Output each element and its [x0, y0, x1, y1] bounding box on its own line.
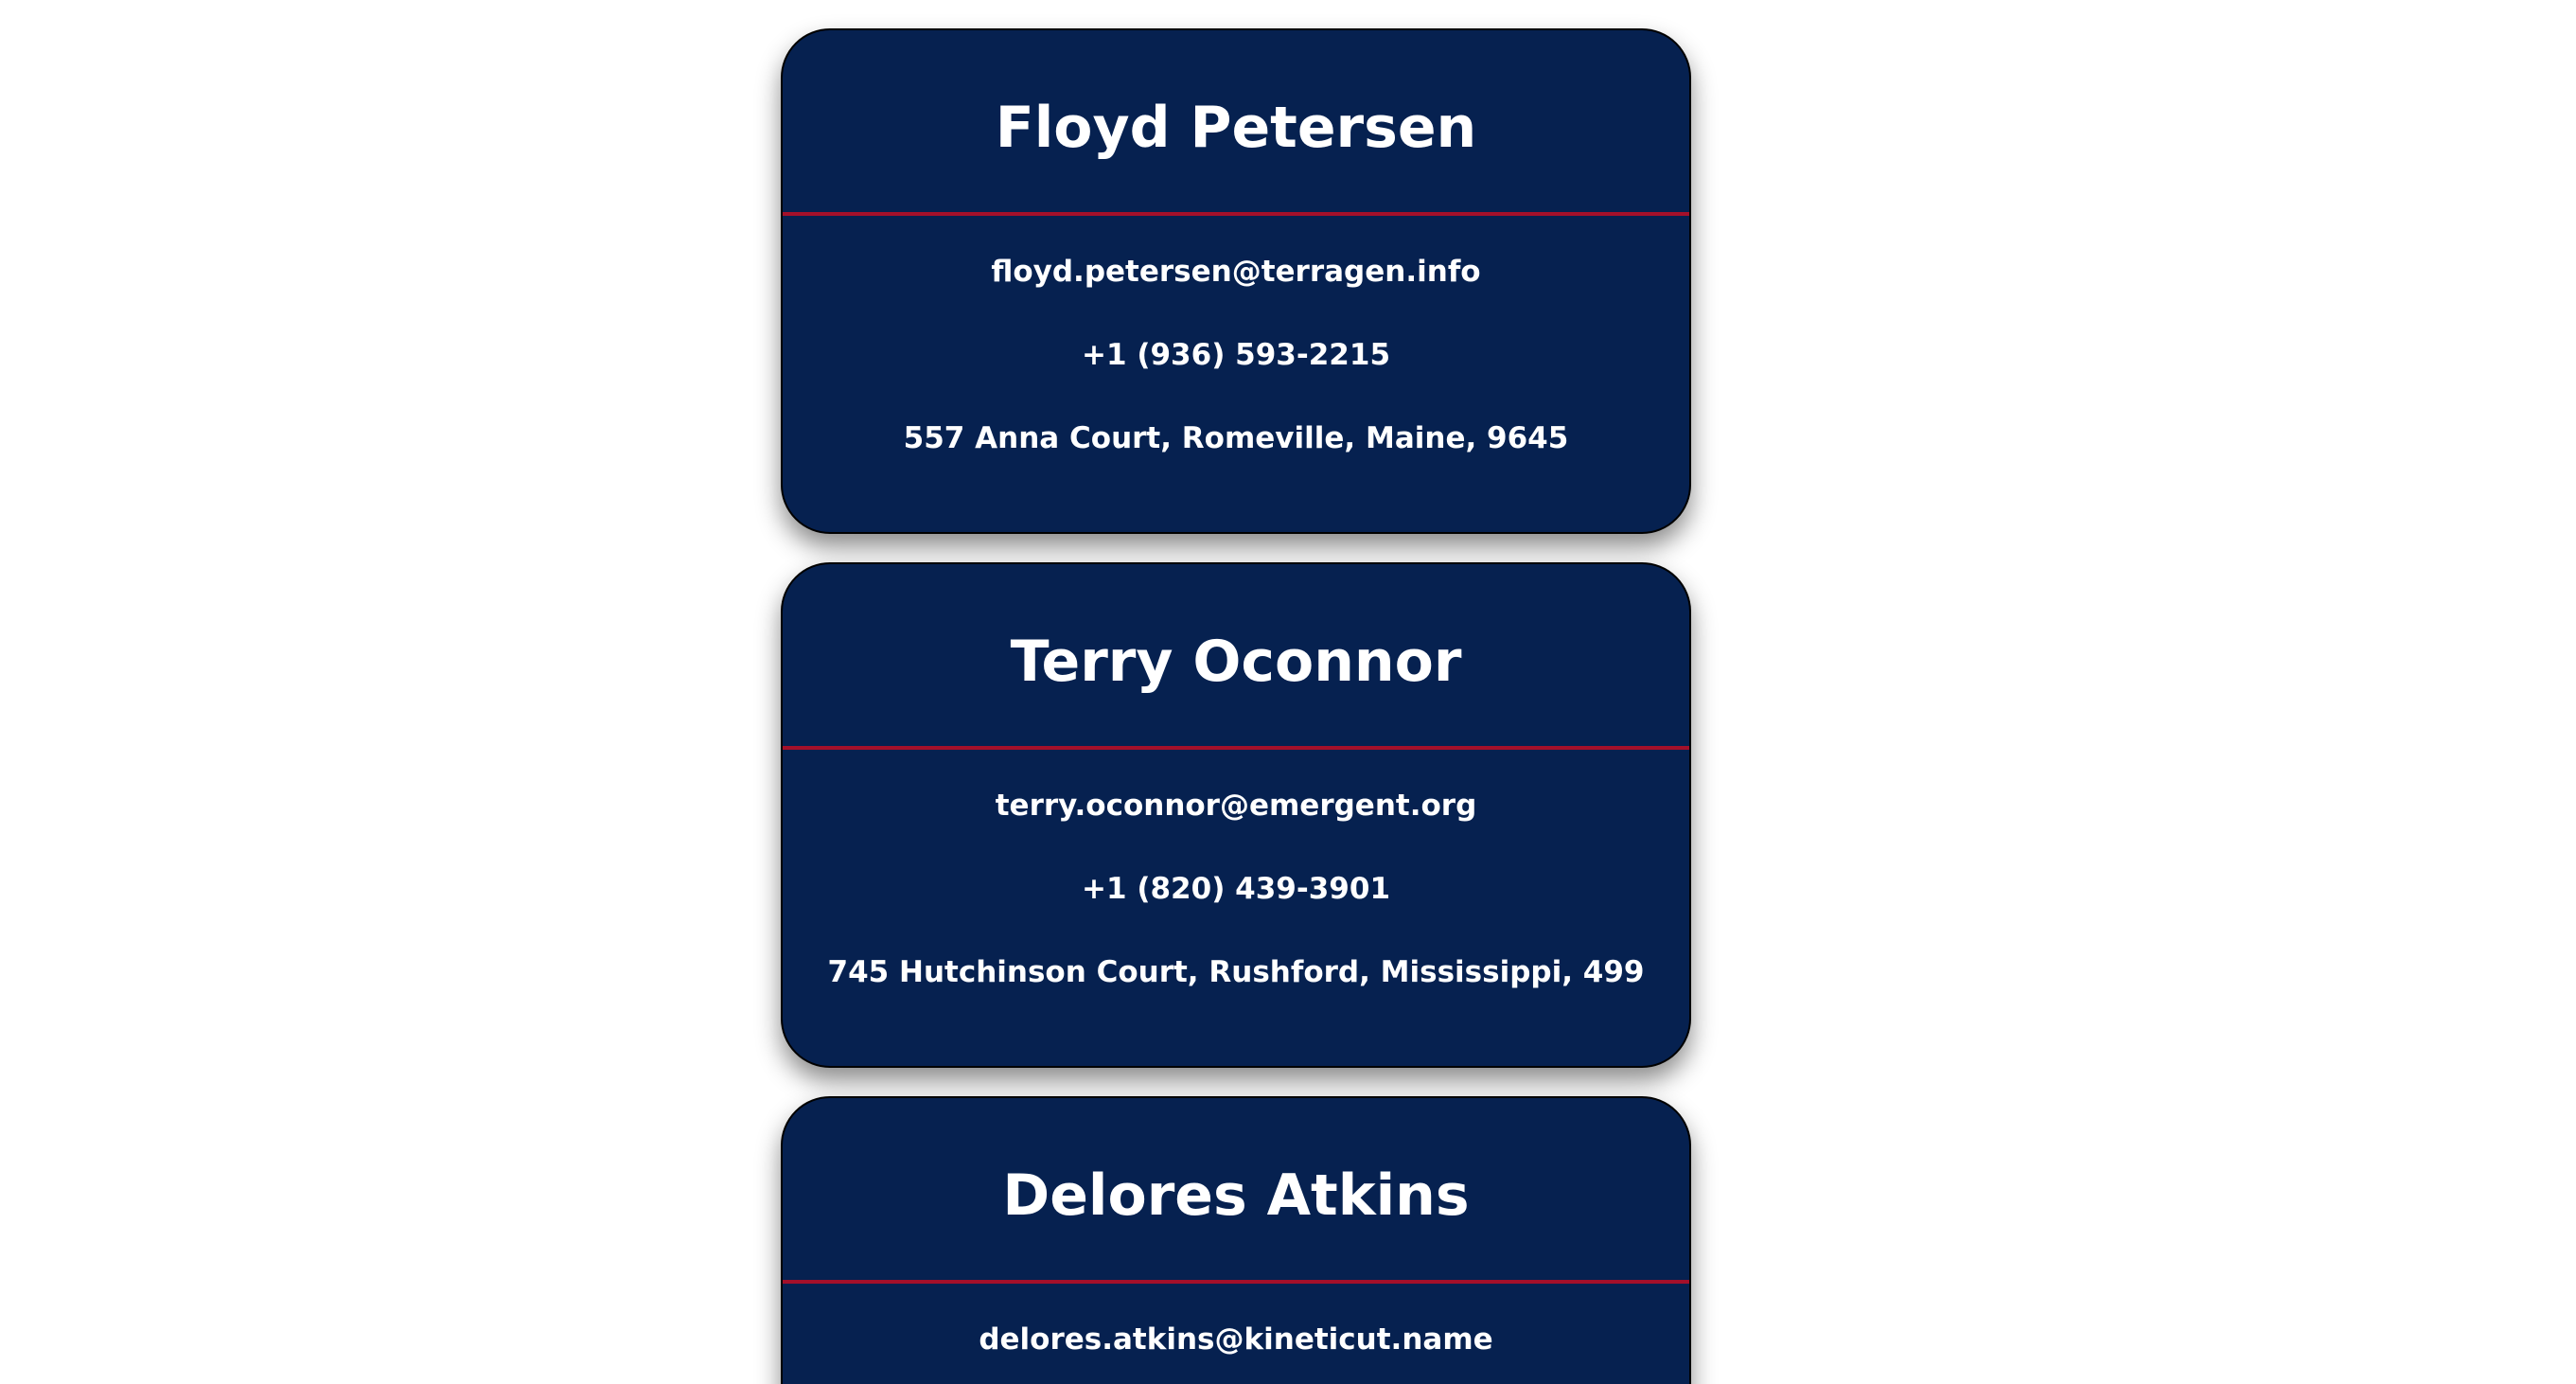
contact-name: Delores Atkins	[1002, 1162, 1470, 1229]
card-body	[783, 750, 1689, 1015]
card-body	[783, 216, 1689, 481]
contact-card	[781, 28, 1691, 534]
card-header	[783, 30, 1689, 216]
contact-card	[781, 1096, 1691, 1384]
contact-card	[781, 562, 1691, 1068]
contact-email: delores.atkins@kineticut.name	[979, 1322, 1493, 1357]
card-header	[783, 1098, 1689, 1284]
contact-phone: +1 (820) 439-3901	[1081, 872, 1391, 906]
contact-email: floyd.petersen@terragen.info	[991, 255, 1481, 289]
contact-address: 745 Hutchinson Court, Rushford, Mississippi, 499	[827, 955, 1645, 989]
card-body	[783, 1284, 1689, 1384]
contact-name: Floyd Petersen	[995, 95, 1477, 161]
contact-address: 557 Anna Court, Romeville, Maine, 9645	[903, 421, 1569, 455]
contact-card-list	[781, 28, 1691, 1384]
card-header	[783, 564, 1689, 750]
contact-email: terry.oconnor@emergent.org	[995, 789, 1477, 823]
contact-name: Terry Oconnor	[1010, 629, 1462, 695]
contact-phone: +1 (936) 593-2215	[1081, 338, 1391, 372]
